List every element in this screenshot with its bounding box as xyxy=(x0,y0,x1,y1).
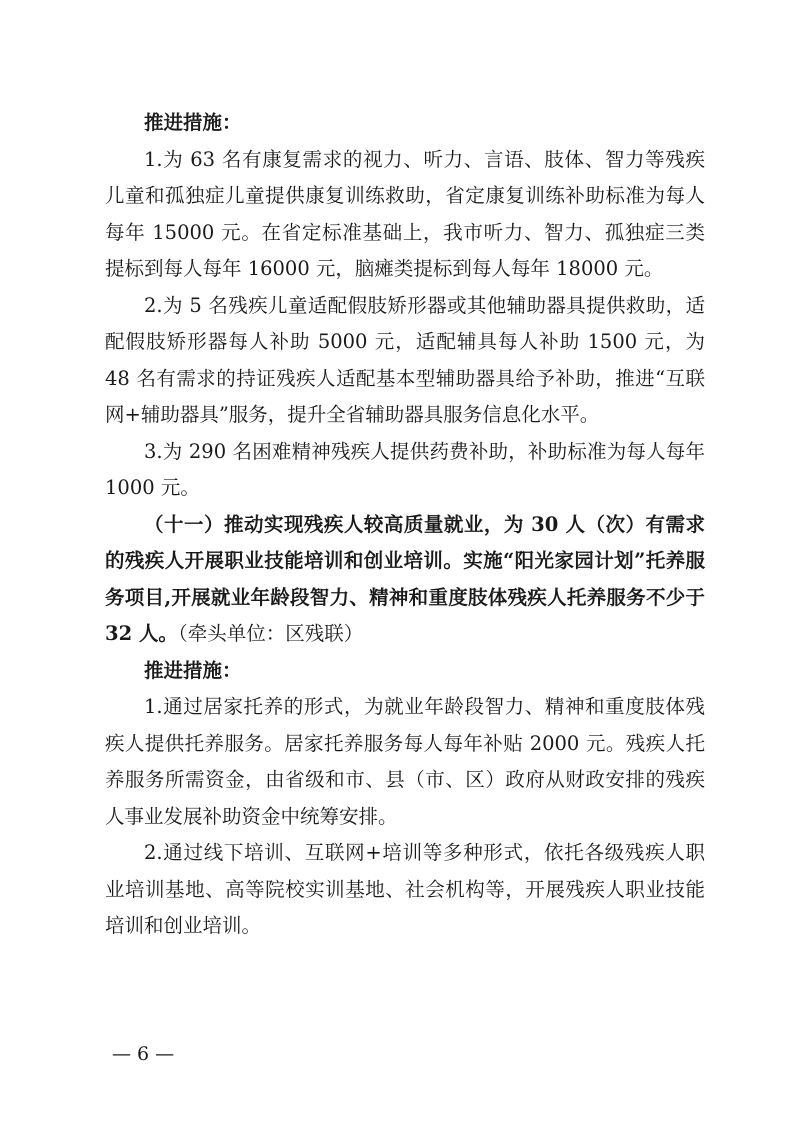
task-paragraph xyxy=(105,507,705,653)
task-title: （十一）推动实现残疾人较高质量就业，为 30 人（次）有需求的残疾人开展职业技能培训和创业培训。实施“阳光家园计划”托养服务项目,开展就业年龄段智力、精神和重度肢体残疾人托养服务不少于 32 人。 xyxy=(105,512,705,645)
lead-unit: （牵头单位：区残联） xyxy=(177,622,364,645)
measure-item-5: 2.通过线下培训、互联网+培训等多种形式，依托各级残疾人职业培训基地、高等院校实训基地、社会机构等，开展残疾人职业技能培训和创业培训。 xyxy=(105,841,705,937)
measure-item-4: 1.通过居家托养的形式，为就业年龄段智力、精神和重度肢体残疾人提供托养服务。居家托养服务每人每年补贴 2000 元。残疾人托养服务所需资金，由省级和市、县（市、区）政府从财政安排的残疾人事业发展补助资金中统筹安排。 xyxy=(105,695,705,828)
page-number: — 6 — xyxy=(112,1043,175,1065)
measure-item-2: 2.为 5 名残疾儿童适配假肢矫形器或其他辅助器具提供救助，适配假肢矫形器每人补助 5000 元，适配辅具每人补助 1500 元，为 48 名有需求的持证残疾人适配基本型辅助器具给予补助，推进“互联网+辅助器具”服务，提升全省辅助器具服务信息化水平。 xyxy=(105,293,705,426)
measures-heading: 推进措施： xyxy=(144,111,242,134)
measure-item-3: 3.为 290 名困难精神残疾人提供药费补助，补助标准为每人每年 1000 元。 xyxy=(105,439,705,499)
measures-heading-2: 推进措施： xyxy=(144,658,242,682)
measure-item-1: 1.为 63 名有康复需求的视力、听力、言语、肢体、智力等残疾儿童和孤独症儿童提供康复训练救助，省定康复训练补助标准为每人每年 15000 元。在省定标准基础上，我市听力、智力、孤独症三类提标到每人每年 16000 元，脑瘫类提标到每人每年 18000 元。 xyxy=(105,147,705,280)
document-body xyxy=(105,105,705,945)
